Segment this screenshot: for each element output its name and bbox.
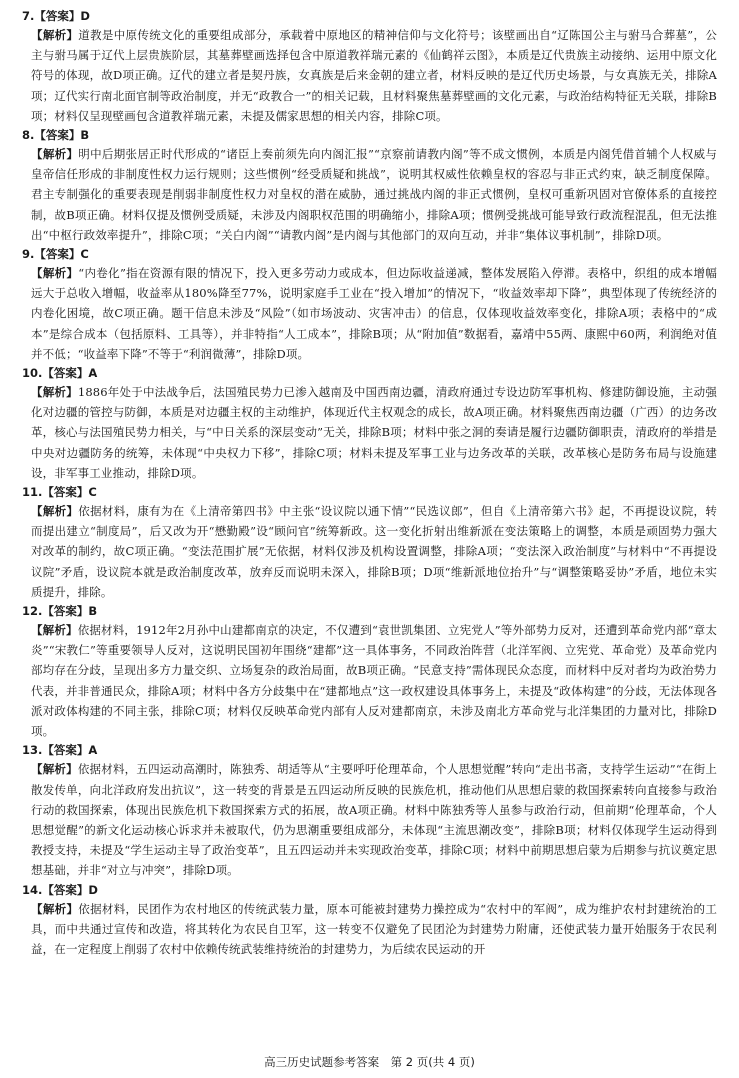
analysis-tag: 【解析】	[31, 147, 79, 162]
page-footer: 高三历史试题参考答案 第 2 页(共 4 页)	[264, 1055, 475, 1069]
answer-tag: 【答案】	[42, 604, 89, 619]
answer-letter: A	[88, 743, 98, 758]
answer-tag: 【答案】	[34, 247, 81, 262]
question-number: 14.	[22, 882, 43, 897]
question-header	[22, 365, 717, 382]
answer-letter: B	[80, 128, 90, 143]
answer-tag: 【答案】	[34, 128, 81, 143]
answer-letter: D	[88, 882, 98, 897]
question-header	[22, 742, 717, 759]
analysis-text: 依据材料，民团作为农村地区的传统武装力量，原本可能被封建势力操控成为“农村中的军阀”，成为维护农村封建统治的工具，而中共通过宣传和改造，将其转化为农民自卫军，这一转变不仅避免了民团沦为封建势力附庸，还使武装力量开始服务于农民利益，在一定程度上削弱了农村中依赖传统武装维持统治的封建势力，为后续农民运动的开	[31, 901, 717, 956]
analysis-paragraph	[22, 501, 717, 602]
answer-tag: 【答案】	[42, 366, 89, 381]
answer-letter: D	[80, 9, 90, 23]
answer-letter: A	[88, 366, 98, 381]
analysis-tag: 【解析】	[31, 266, 79, 281]
question-number: 12.	[22, 604, 43, 619]
question-14	[22, 882, 717, 960]
answer-tag: 【答案】	[42, 485, 89, 500]
analysis-paragraph	[22, 899, 717, 960]
question-number: 10.	[22, 366, 43, 381]
question-header	[22, 127, 717, 144]
question-number: 11.	[22, 485, 43, 500]
answer-tag: 【答案】	[42, 743, 89, 758]
analysis-tag: 【解析】	[31, 901, 79, 916]
analysis-tag: 【解析】	[31, 762, 78, 777]
question-13	[22, 742, 717, 880]
analysis-tag: 【解析】	[31, 385, 78, 400]
question-8	[22, 127, 717, 245]
analysis-text: 依据材料，1912年2月孙中山建都南京的决定，不仅遭到“袁世凯集团、立宪党人”等外部势力反对，还遭到革命党内部“章太炎”“宋教仁”等重要领导人反对，这说明民国初年围绕“建都”这一具体事务，不同政治阵营（北洋军阀、立宪党、革命党）及革命党内部均存在分歧，呈现出多方力量交织、立场复杂的政治局面，故B项正确。“民意支持”需体现民众态度，而材料中反对者均为政治势力代表，并非普通民众，排除A项；材料中各方分歧集中在“建都地点”这一政权建设具体事务上，未提及“政体构建”的分歧，无法体现各派对政体构建的不同主张，排除C项；材料仅反映革命党内部有人反对建都南京，未涉及南北方革命党与北洋集团的力量对比，排除D项。	[31, 623, 717, 739]
analysis-text: “内卷化”指在资源有限的情况下，投入更多劳动力或成本，但边际收益递减，整体发展陷入停滞。表格中，织组的成本增幅远大于总收入增幅，收益率从180%降至77%，说明家庭手工业在“投入增加”的情况下，“收益效率却下降”，典型体现了传统经济的内卷化困境，故C项正确。题干信息未涉及“风险”（如市场波动、灾害冲击）的信息，仅体现收益效率变化，排除A项；表格中的“成本”是综合成本（包括原料、工具等），并非特指“人工成本”，排除B项；从“附加值”数据看，嘉靖中55两、康熙中60两，利润绝对值并不低；“收益率下降”不等于“利润微薄”，排除D项。	[31, 266, 717, 361]
question-header	[22, 8, 717, 25]
answer-letter: B	[88, 604, 98, 619]
question-11	[22, 484, 717, 602]
answer-tag: 【答案】	[34, 9, 81, 23]
analysis-paragraph	[22, 144, 717, 245]
analysis-tag: 【解析】	[31, 623, 78, 638]
question-header	[22, 603, 717, 620]
analysis-text: 依据材料，五四运动高潮时，陈独秀、胡适等从“主要呼吁伦理革命，个人思想觉醒”转向“走出书斋，支持学生运动”“在街上散发传单，向北洋政府发出抗议”，这一转变的背景是五四运动所反映的民族危机，推动他们从思想启蒙的救国探索转向直接参与政治行动的救国探索，体现出民族危机下救国探索方式的拓展，故A项正确。材料中陈独秀等人虽参与政治行动，但前期“伦理革命，个人思想觉醒”的新文化运动核心诉求并未被取代，仍为思潮重要组成部分，未体现“主流思潮改变”，排除B项；材料仅体现学生运动得到教授支持，未提及“学生运动主导了政治变革”，且五四运动并未实现政治变革，排除C项；材料中前期思想启蒙为后期参与抗议奠定思想基础，并非“对立与冲突”，排除D项。	[31, 762, 717, 878]
question-header	[22, 484, 717, 501]
question-number: 13.	[22, 743, 43, 758]
analysis-paragraph	[22, 382, 717, 483]
question-number: 8.	[22, 128, 35, 143]
analysis-text: 依据材料，康有为在《上清帝第四书》中主张“设议院以通下情”“民选议郎”，但自《上清帝第六书》起，不再提设议院，转而提出建立“制度局”，后又改为开“懋勤殿”设“顾问官”统筹新政。这一变化折射出维新派在变法策略上的调整，本质是顽固势力强大对改革的制约，故C项正确。“变法范围扩展”无依据，材料仅涉及机构设置调整，排除A项；“变法深入政治制度”与材料中“不再提设议院”矛盾，设议院本就是政治制度改革，放弃反而说明未深入，排除B项；D项“维新派地位抬升”与“调整策略妥协”矛盾，地位未实质提升，排除。	[31, 504, 717, 599]
analysis-tag: 【解析】	[31, 504, 79, 519]
question-header	[22, 246, 717, 263]
analysis-paragraph	[22, 25, 717, 126]
analysis-paragraph	[22, 759, 717, 880]
answer-letter: C	[80, 247, 89, 262]
question-9	[22, 246, 717, 364]
answer-letter: C	[88, 485, 97, 500]
answer-tag: 【答案】	[42, 882, 89, 897]
question-header	[22, 882, 717, 899]
analysis-text: 明中后期张居正时代形成的“诸臣上奏前须先向内阁汇报”“京察前请教内阁”等不成文惯例，本质是内阁凭借首辅个人权威与皇帝信任形成的非制度性权力运行规则；这些惯例“经受质疑和挑战”，说明其权威性依赖皇权的容忍与非正式约束，缺乏制度保障。君主专制强化的重要表现是削弱非制度性权力对皇权的潜在威胁，通过挑战内阁的非正式惯例，皇权可重新巩固对官僚体系的直接控制，故B项正确。材料仅提及惯例受质疑，未涉及内阁职权范围的明确缩小，排除A项；惯例受挑战可能导致行政流程混乱，但无法推出“中枢行政效率提升”，排除C项；“关白内阁”“请教内阁”是内阁与其他部门的双向互动，并非“集体议事机制”，排除D项。	[31, 147, 717, 242]
analysis-text: 1886年处于中法战争后，法国殖民势力已渗入越南及中国西南边疆，清政府通过专设边防军事机构、修建防御设施，主动强化对边疆的管控与防御，本质是对边疆主权的主动维护，体现近代主权观念的成长，故A项正确。材料聚焦西南边疆（广西）的边务改革，核心与法国殖民势力相关，与“中日关系的深层变动”无关，排除B项；材料中张之洞的奏请是履行边疆防御职责，清政府的举措是中央对边疆防务的统筹，未体现“中央权力下移”，排除C项；材料未提及军事工业与边务改革的关联，改革核心是防务布局与设施建设，非军事工业推动，排除D项。	[31, 385, 717, 480]
analysis-paragraph	[22, 263, 717, 364]
question-10	[22, 365, 717, 483]
analysis-paragraph	[22, 620, 717, 741]
analysis-tag: 【解析】	[31, 28, 79, 42]
analysis-text: 道教是中原传统文化的重要组成部分，承载着中原地区的精神信仰与文化符号；该壁画出自“辽陈国公主与驸马合葬墓”，公主与驸马属于辽代上层贵族阶层，其墓葬壁画选择包含中原道教祥瑞元素的《仙鹤祥云图》，本质是辽代贵族主动接纳、运用中原文化符号的体现，故D项正确。辽代的建立者是契丹族，女真族是后来金朝的建立者，材料反映的是辽代历史场景，与女真族无关，排除A项；辽代实行南北面官制等政治制度，并无“政教合一”的相关记载，且材料聚焦墓葬壁画的文化元素，与政治结构特征无关联，排除B项；材料仅呈现壁画包含道教祥瑞元素，未提及儒家思想的相关内容，排除C项。	[31, 28, 717, 123]
question-7	[22, 8, 717, 126]
question-number: 9.	[22, 247, 35, 262]
question-12	[22, 603, 717, 741]
question-number: 7.	[22, 9, 35, 23]
